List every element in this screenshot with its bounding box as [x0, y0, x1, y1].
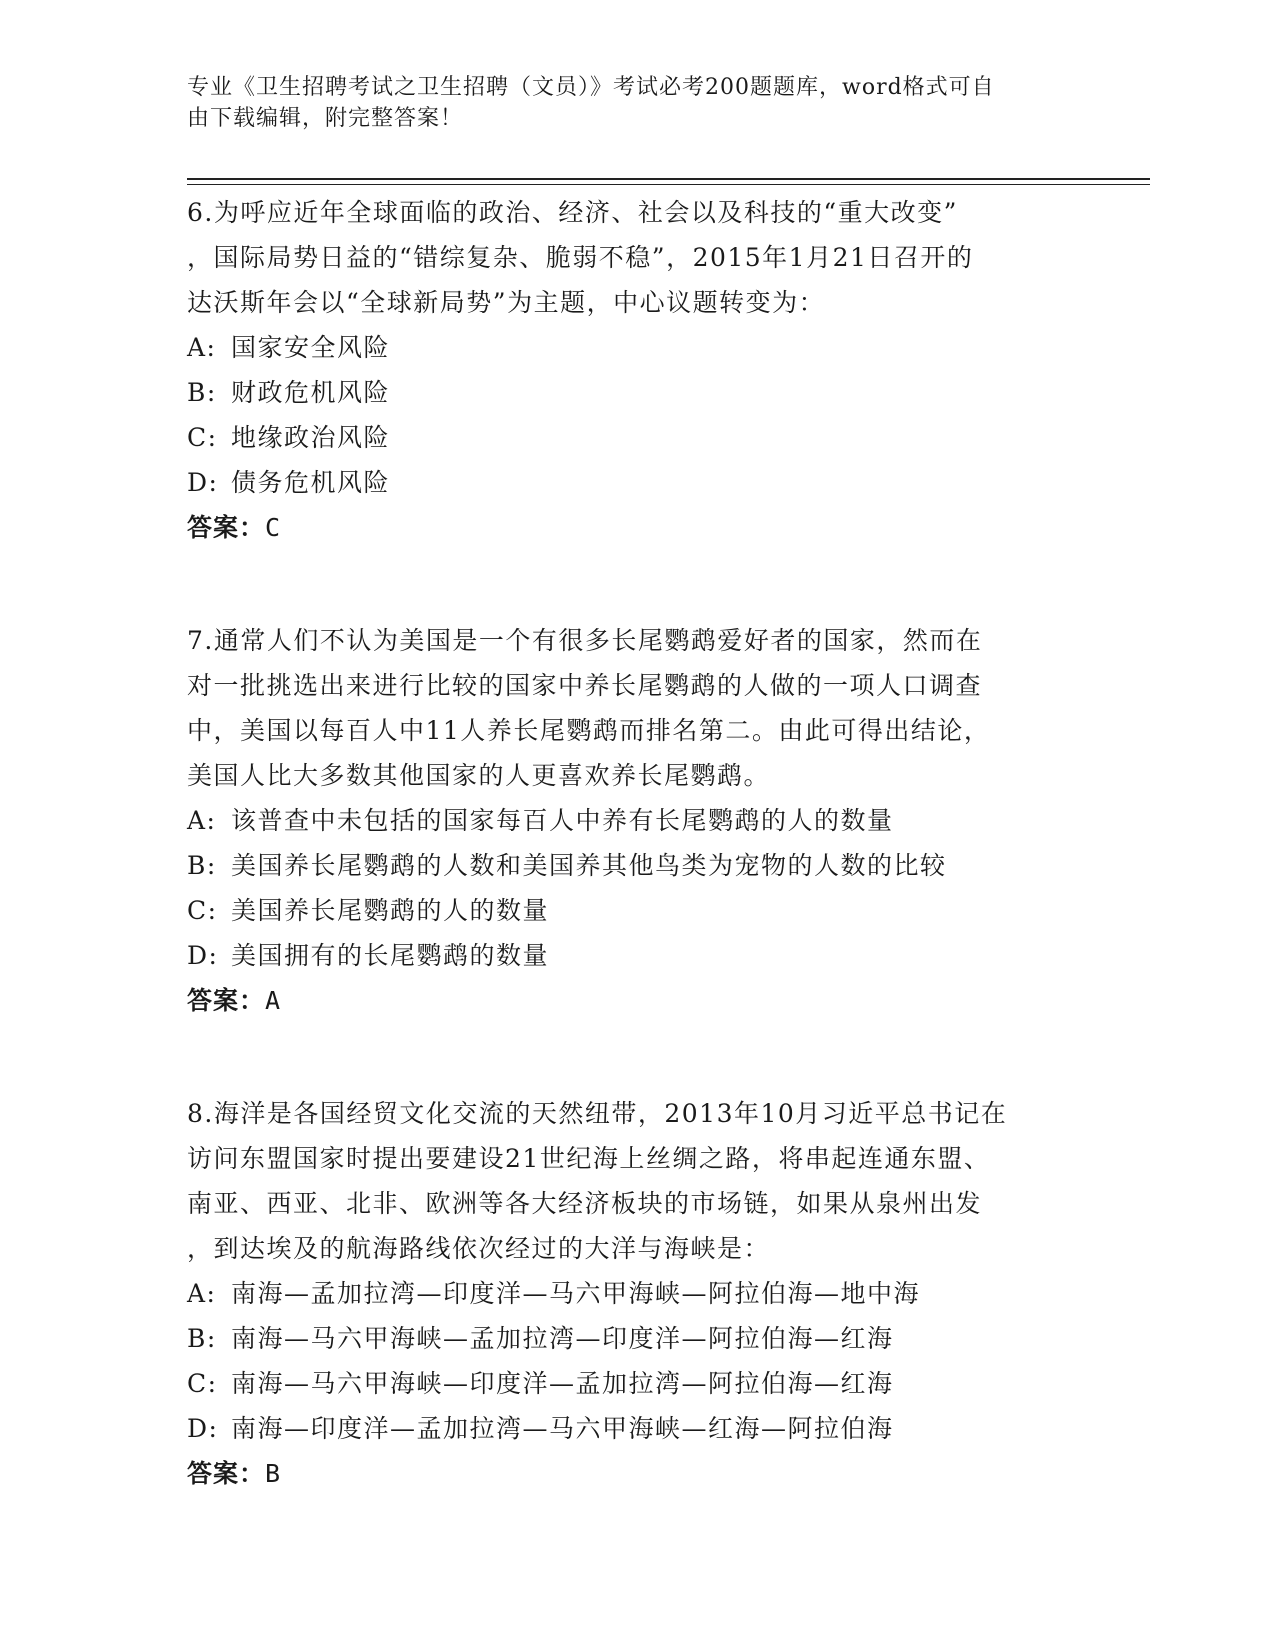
answer-label: 答案：: [187, 513, 266, 542]
option-key: D:: [187, 941, 219, 970]
option-text: 债务危机风险: [231, 468, 391, 497]
option-a: [187, 1271, 1087, 1316]
option-key: A:: [187, 333, 217, 362]
option-key: B:: [187, 378, 217, 407]
option-text: 南海—孟加拉湾—印度洋—马六甲海峡—阿拉伯海—地中海: [231, 1279, 921, 1308]
option-key: B:: [187, 1324, 217, 1353]
question-stem: [187, 190, 1087, 325]
option-b: [187, 370, 1087, 415]
option-text: 该普查中未包括的国家每百人中养有长尾鹦鹉的人的数量: [231, 806, 894, 835]
stem-line: 访问东盟国家时提出要建设21世纪海上丝绸之路，将串起连通东盟、: [187, 1144, 991, 1173]
option-key: C:: [187, 1369, 218, 1398]
option-text: 国家安全风险: [231, 333, 391, 362]
header-line-1: 专业《卫生招聘考试之卫生招聘（文员）》考试必考200题题库，word格式可自: [187, 75, 995, 100]
answer: [187, 978, 1087, 1023]
option-text: 南海—马六甲海峡—印度洋—孟加拉湾—阿拉伯海—红海: [231, 1369, 894, 1398]
stem-line: ，国际局势日益的“错综复杂、脆弱不稳”，2015年1月21日召开的: [187, 243, 974, 272]
option-text: 南海—马六甲海峡—孟加拉湾—印度洋—阿拉伯海—红海: [231, 1324, 894, 1353]
option-d: [187, 460, 1087, 505]
answer-label: 答案：: [187, 1459, 266, 1488]
page-header: [187, 72, 1067, 134]
header-line-2: 由下载编辑，附完整答案！: [187, 106, 464, 131]
option-b: [187, 843, 1087, 888]
question-6: [187, 190, 1087, 550]
stem-line: 对一批挑选出来进行比较的国家中养长尾鹦鹉的人做的一项人口调查: [187, 671, 983, 700]
answer-label: 答案：: [187, 986, 266, 1015]
option-key: A:: [187, 806, 217, 835]
stem-line: 6.为呼应近年全球面临的政治、经济、社会以及科技的“重大改变”: [187, 198, 958, 227]
option-text: 美国养长尾鹦鹉的人数和美国养其他鸟类为宠物的人数的比较: [231, 851, 947, 880]
option-key: C:: [187, 896, 218, 925]
option-key: B:: [187, 851, 217, 880]
stem-line: 美国人比大多数其他国家的人更喜欢养长尾鹦鹉。: [187, 761, 771, 790]
stem-line: ，到达埃及的航海路线依次经过的大洋与海峡是：: [187, 1234, 771, 1263]
option-text: 地缘政治风险: [231, 423, 391, 452]
answer-value: B: [265, 1459, 282, 1488]
option-a: [187, 325, 1087, 370]
question-stem: [187, 1091, 1087, 1271]
question-8: [187, 1091, 1087, 1496]
option-c: [187, 1361, 1087, 1406]
stem-line: 8.海洋是各国经贸文化交流的天然纽带，2013年10月习近平总书记在: [187, 1099, 1008, 1128]
option-b: [187, 1316, 1087, 1361]
option-key: D:: [187, 468, 219, 497]
option-text: 美国养长尾鹦鹉的人的数量: [231, 896, 550, 925]
option-key: A:: [187, 1279, 217, 1308]
stem-line: 达沃斯年会以“全球新局势”为主题，中心议题转变为：: [187, 288, 826, 317]
option-key: D:: [187, 1414, 219, 1443]
question-list: [187, 190, 1087, 1564]
answer: [187, 505, 1087, 550]
option-text: 美国拥有的长尾鹦鹉的数量: [231, 941, 550, 970]
stem-line: 中，美国以每百人中11人养长尾鹦鹉而排名第二。由此可得出结论，: [187, 716, 991, 745]
option-d: [187, 933, 1087, 978]
option-text: 财政危机风险: [231, 378, 391, 407]
answer: [187, 1451, 1087, 1496]
option-text: 南海—印度洋—孟加拉湾—马六甲海峡—红海—阿拉伯海: [231, 1414, 894, 1443]
option-a: [187, 798, 1087, 843]
question-stem: [187, 618, 1087, 798]
header-divider-thick: [187, 178, 1150, 180]
option-c: [187, 888, 1087, 933]
stem-line: 7.通常人们不认为美国是一个有很多长尾鹦鹉爱好者的国家，然而在: [187, 626, 983, 655]
header-divider-thin: [187, 184, 1150, 185]
option-c: [187, 415, 1087, 460]
option-d: [187, 1406, 1087, 1451]
answer-value: C: [265, 513, 282, 542]
stem-line: 南亚、西亚、北非、欧洲等各大经济板块的市场链，如果从泉州出发: [187, 1189, 983, 1218]
answer-value: A: [265, 986, 282, 1015]
option-key: C:: [187, 423, 218, 452]
question-7: [187, 618, 1087, 1023]
